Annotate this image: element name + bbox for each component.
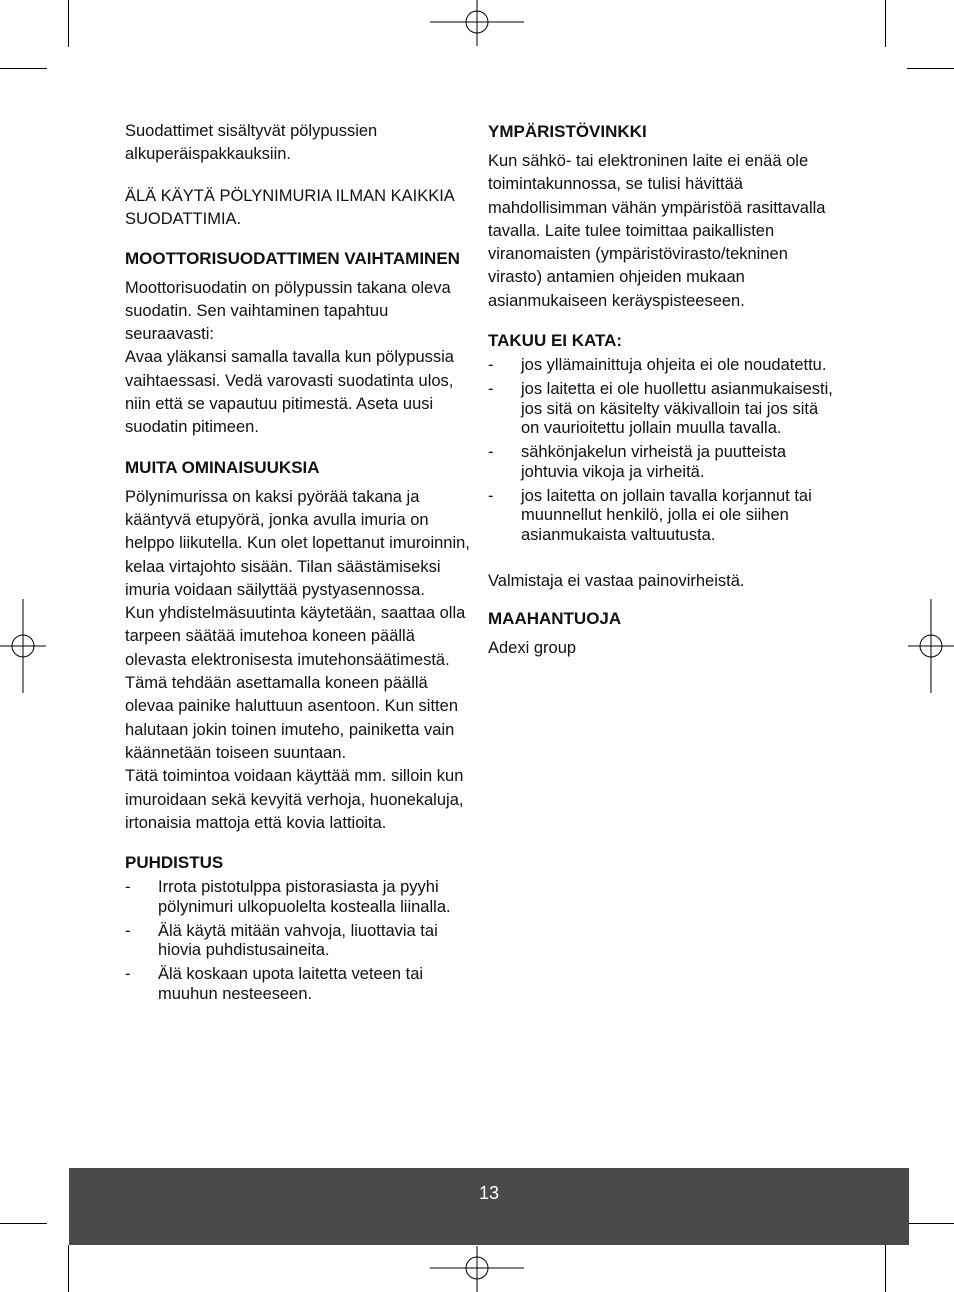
list-item: - Älä käytä mitään vahvoja, liuottavia tai hiovia puhdistusaineita.: [125, 921, 438, 960]
other-features-paragraph: Pölynimurissa on kaksi pyörää takana ja kääntyvä etupyörä, jonka avulla imuria on helppo liikutella. Kun olet lopettanut imuroinnin, kelaa virtajohto sisään. Tilan säästämiseksi imuria voidaan säilyttää pystyasennossa.: [125, 487, 470, 599]
environment-paragraph: Kun sähkö- tai elektroninen laite ei enää ole toimintakunnossa, se tulisi hävittää mahdollisimman vähän ympäristöä rasittavalla tavalla. Laite tulee toimittaa paikallisten viranomaisten (ympäristövirasto/tekninen virasto) antamien ohjeiden mukaan asianmukaiseen keräyspisteeseen.: [488, 152, 826, 310]
crop-mark: [885, 1245, 886, 1292]
registration-mark-left: [0, 599, 46, 693]
registration-mark-right: [908, 599, 954, 693]
other-features-heading: MUITA OMINAISUUKSIA: [125, 457, 320, 477]
cleaning-list: [125, 878, 470, 1004]
importer-heading: MAAHANTUOJA: [488, 609, 622, 629]
environment-heading: YMPÄRISTÖVINKKI: [488, 122, 647, 141]
crop-mark: [68, 1245, 69, 1292]
filter-intro: Suodattimet sisältyvät pölypussien alkuperäispakkauksiin.: [125, 122, 378, 164]
list-item: - sähkönjakelun virheistä ja puutteista johtuvia vikoja ja virheitä.: [488, 443, 787, 481]
footer-bar: [69, 1168, 909, 1245]
crop-mark: [0, 68, 47, 69]
filter-warning: ÄLÄ KÄYTÄ PÖLYNIMURIA ILMAN KAIKKIA SUODATTIMIA.: [125, 186, 454, 228]
importer-name: Adexi group: [488, 639, 577, 658]
motor-filter-paragraph: Moottorisuodatin on pölypussin takana oleva suodatin. Sen vaihtaminen tapahtuu seuraavasti:: [125, 278, 451, 344]
crop-mark: [885, 0, 886, 47]
right-column: [488, 120, 833, 661]
list-item: - Älä koskaan upota laitetta veteen tai muuhun nesteeseen.: [125, 965, 424, 1003]
list-item: - jos yllämainittuja ohjeita ei ole noudatettu.: [488, 356, 827, 375]
other-features-paragraph: Kun yhdistelmäsuutinta käytetään, saattaa olla tarpeen säätää imutehoa koneen päällä olevasta elektronisesta imutehonsäätimestä. Tämä tehdään asettamalla koneen päällä olevaa painike haluttuun asentoon. Kun sitten halutaan jokin toinen imuteho, painiketta vain käännetään toiseen suuntaan.: [125, 604, 466, 762]
crop-mark: [907, 68, 954, 69]
registration-mark-bottom: [430, 1246, 524, 1292]
list-item: - jos laitetta ei ole huollettu asianmukaisesti, jos sitä on käsitelty väkivalloin tai jos sitä on vaurioitettu jollain muulla tavalla.: [488, 380, 833, 438]
warranty-list: [488, 356, 833, 545]
motor-filter-paragraph: Avaa yläkansi samalla tavalla kun pölypussia vaihtaessasi. Vedä varovasti suodatinta ulos, niin että se vapautuu pitimestä. Aseta uusi suodatin pitimeen.: [125, 348, 454, 437]
cleaning-heading: PUHDISTUS: [125, 853, 224, 873]
crop-mark: [68, 0, 69, 47]
crop-mark: [0, 1223, 47, 1224]
list-item: - jos laitetta on jollain tavalla korjannut tai muunnellut henkilö, jolla ei ole siihen asianmukaista valtuutusta.: [488, 486, 812, 544]
crop-mark: [907, 1223, 954, 1224]
motor-filter-heading: MOOTTORISUODATTIMEN VAIHTAMINEN: [125, 248, 460, 268]
other-features-paragraph: Tätä toimintoa voidaan käyttää mm. silloin kun imuroidaan sekä kevyitä verhoja, huonekaluja, irtonaisia mattoja että kovia lattioita.: [125, 767, 464, 832]
page-number: 13: [478, 1183, 500, 1203]
left-column: [125, 120, 470, 1009]
registration-mark-top: [430, 0, 524, 46]
list-item: - Irrota pistotulppa pistorasiasta ja pyyhi pölynimuri ulkopuolelta kostealla liinalla.: [125, 878, 451, 916]
warranty-heading: TAKUU EI KATA:: [488, 331, 623, 351]
disclaimer: Valmistaja ei vastaa painovirheistä.: [488, 572, 745, 591]
